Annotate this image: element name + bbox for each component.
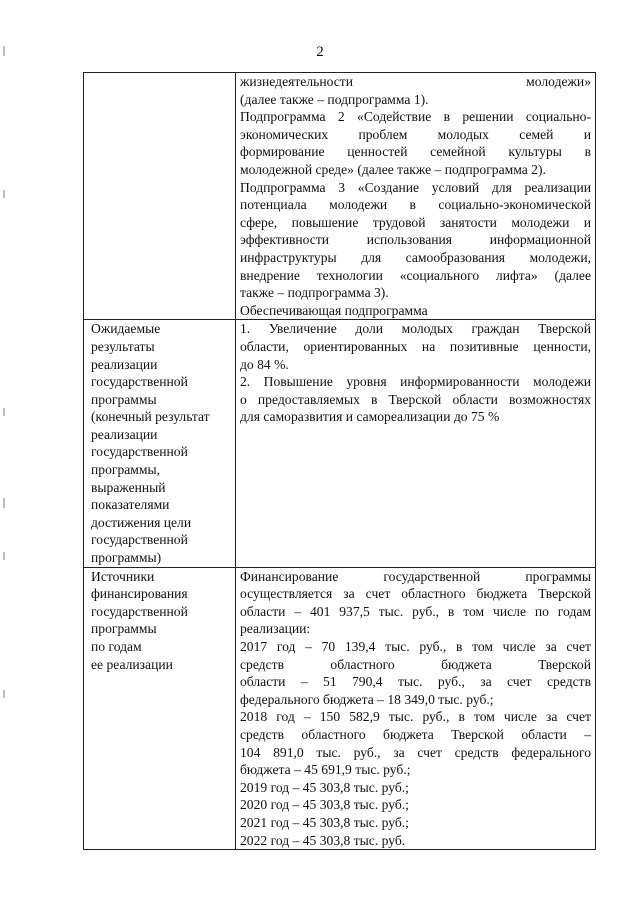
content-line: 2. Повышение уровня информированности молодежи xyxy=(240,374,591,390)
row-label xyxy=(84,567,236,850)
table-body xyxy=(84,73,596,850)
content-line: области – 401 937,5 тыс. руб., в том числе по годам xyxy=(240,603,591,619)
row-content xyxy=(236,320,596,567)
content-line: (далее также – подпрограмма 1). xyxy=(240,91,429,107)
content-paragraph xyxy=(240,179,591,302)
content-line: также – подпрограмма 3). xyxy=(240,285,389,301)
content-paragraph xyxy=(240,708,591,778)
content-line: экономических проблем молодых семей и xyxy=(240,126,591,142)
row-content xyxy=(236,73,596,320)
content-paragraph xyxy=(240,108,591,178)
label-line: государственной xyxy=(91,603,188,619)
content-line: формирование ценностей семейной культуры в xyxy=(240,144,591,160)
content-line: реализации: xyxy=(240,621,311,637)
content-line: внедрение технологии «социального лифта» (далее xyxy=(240,267,591,283)
label-line: программы, xyxy=(91,462,161,478)
content-line: области – 51 790,4 тыс. руб., за счет средств xyxy=(240,674,591,690)
label-line: реализации xyxy=(91,356,158,372)
label-line: выраженный xyxy=(91,479,166,495)
content-line: 2019 год – 45 303,8 тыс. руб.; xyxy=(240,779,409,795)
label-line: результаты xyxy=(91,338,155,354)
content-line: молодежной среде» (далее также – подпрограмма 2). xyxy=(240,161,546,177)
content-line: о предоставляемых в Тверской области возможностях xyxy=(240,391,591,407)
program-passport-table xyxy=(83,72,596,850)
content-line: федерального бюджета – 18 349,0 тыс. руб.; xyxy=(240,691,494,707)
label-line: (конечный результат xyxy=(91,409,210,425)
row-content xyxy=(236,567,596,850)
content-line: 1. Увеличение доли молодых граждан Тверской xyxy=(240,321,591,337)
label-line: реализации xyxy=(91,426,158,442)
content-line: области, ориентированных на позитивные ценности, xyxy=(240,338,591,354)
content-paragraph xyxy=(240,302,591,320)
row-label xyxy=(84,73,236,320)
page-number: 2 xyxy=(316,44,324,60)
content-paragraph xyxy=(240,638,591,708)
content-line: средств областного бюджета Тверской области – xyxy=(240,726,591,742)
content-line: Подпрограмма 3 «Создание условий для реализации xyxy=(240,179,591,195)
scan-margin-mark xyxy=(3,46,5,56)
content-line: Финансирование государственной программы xyxy=(240,568,591,584)
label-line: государственной xyxy=(91,374,188,390)
content-line: 2022 год – 45 303,8 тыс. руб. xyxy=(240,832,406,848)
scan-margin-mark xyxy=(3,408,5,416)
content-line: Подпрограмма 2 «Содействие в решении социально- xyxy=(240,109,591,125)
content-line: 2021 год – 45 303,8 тыс. руб.; xyxy=(240,814,409,830)
content-line: инфраструктуры для самообразования молодежи, xyxy=(240,249,591,265)
content-paragraph xyxy=(240,779,591,797)
content-paragraph xyxy=(240,373,591,426)
label-line: программы) xyxy=(91,550,162,566)
content-paragraph xyxy=(240,568,591,638)
content-line: бюджета – 45 691,9 тыс. руб.; xyxy=(240,762,411,778)
label-line: программы xyxy=(91,621,157,637)
scan-margin-mark xyxy=(3,690,5,698)
label-line: государственной xyxy=(91,532,188,548)
scan-margin-mark xyxy=(3,552,5,560)
content-line: 2018 год – 150 582,9 тыс. руб., в том числе за счет xyxy=(240,709,591,725)
table-row-expected-results xyxy=(84,320,596,567)
content-paragraph xyxy=(240,832,591,850)
label-line: государственной xyxy=(91,444,188,460)
label-line: Источники xyxy=(91,568,155,584)
content-line: до 84 %. xyxy=(240,356,289,372)
content-paragraph xyxy=(240,796,591,814)
row-label xyxy=(84,320,236,567)
content-line: 2017 год – 70 139,4 тыс. руб., в том числе за счет xyxy=(240,639,591,654)
content-paragraph xyxy=(240,73,591,108)
table-row-funding-sources xyxy=(84,567,596,850)
content-line: 2020 год – 45 303,8 тыс. руб.; xyxy=(240,797,409,813)
content-line: сфере, повышение трудовой занятости молодежи и xyxy=(240,214,591,230)
scan-margin-mark xyxy=(3,190,5,198)
content-line: Обеспечивающая подпрограмма xyxy=(240,302,428,318)
content-line: средств областного бюджета Тверской xyxy=(240,656,591,672)
label-line: достижения цели xyxy=(91,514,192,530)
content-line: эффективности использования информационной xyxy=(240,232,591,248)
label-line: ее реализации xyxy=(91,656,173,672)
content-line: 104 891,0 тыс. руб., за счет средств федерального xyxy=(240,744,591,760)
label-line: программы xyxy=(91,391,157,407)
content-line: потенциала молодежи в социально-экономической xyxy=(240,197,591,213)
content-line: для саморазвития и самореализации до 75 % xyxy=(240,409,500,425)
content-paragraph xyxy=(240,320,591,373)
scan-margin-mark xyxy=(3,498,5,508)
label-line: Ожидаемые xyxy=(91,321,161,337)
content-line: осуществляется за счет областного бюджета Тверской xyxy=(240,586,591,602)
label-line: финансирования xyxy=(91,586,188,602)
table-row-subprograms xyxy=(84,73,596,320)
content-paragraph xyxy=(240,814,591,832)
content-line: жизнедеятельности молодежи» xyxy=(240,74,591,89)
label-line: по годам xyxy=(91,639,142,654)
label-line: показателями xyxy=(91,497,170,513)
